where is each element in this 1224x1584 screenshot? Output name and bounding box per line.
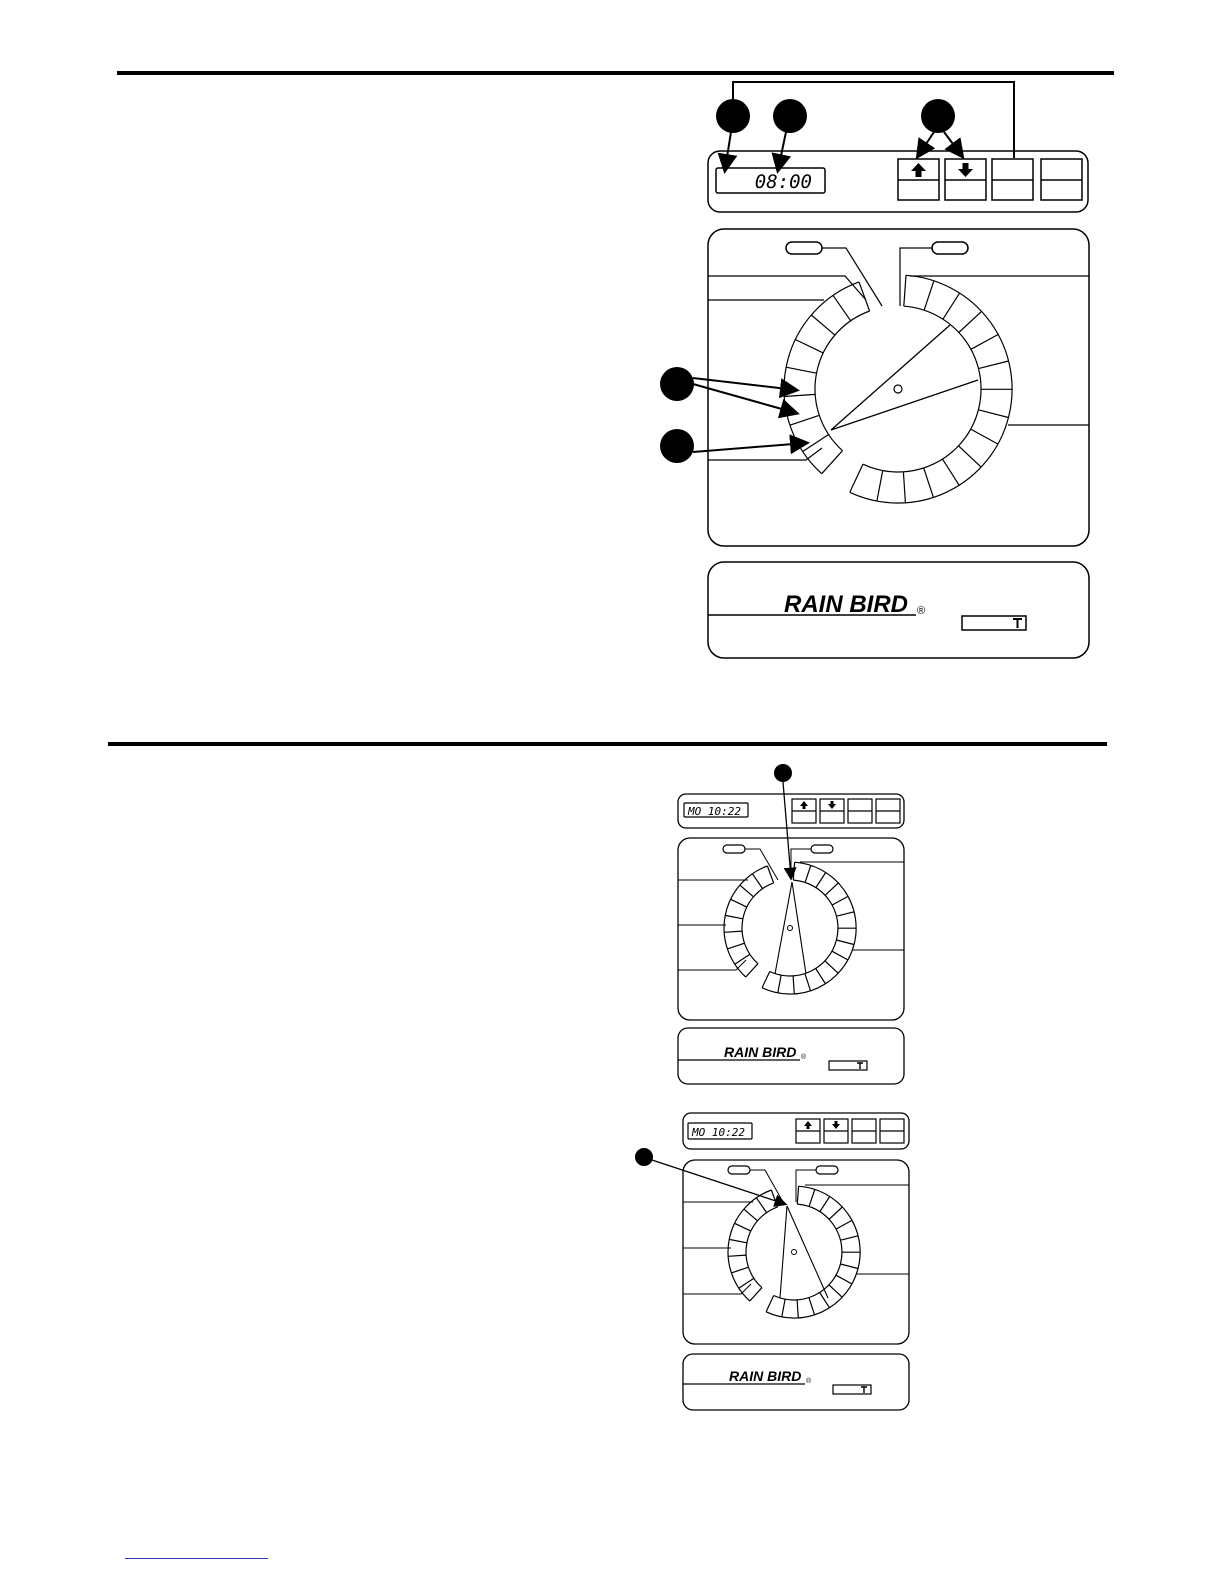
dial-center <box>788 926 793 931</box>
program-button[interactable] <box>852 1119 876 1143</box>
callout-marker <box>774 764 792 782</box>
arrow-down-icon <box>832 1121 840 1129</box>
callout-marker <box>635 1148 653 1166</box>
arrow-up-icon <box>800 801 808 809</box>
program-button[interactable] <box>848 799 872 823</box>
dial-segment-ring <box>766 1186 860 1318</box>
arrow-down-icon <box>828 801 836 809</box>
down-button[interactable] <box>820 799 844 823</box>
rain-delay-button[interactable] <box>880 1119 904 1143</box>
dial-segment-ring <box>762 862 856 994</box>
dial-pointer <box>775 882 792 974</box>
dial-pointer <box>787 1206 828 1298</box>
dial-center <box>792 1250 797 1255</box>
registered-mark: ® <box>806 1378 812 1385</box>
registered-mark: ® <box>917 605 926 617</box>
brand-logo: RAIN BIRD <box>724 1044 797 1060</box>
dial-pointer <box>792 882 806 974</box>
up-button[interactable] <box>792 799 816 823</box>
dial-pointer <box>780 1206 787 1298</box>
lcd-time: MO 10:22 <box>692 1126 745 1139</box>
dial-segment-ring <box>724 866 774 977</box>
arrow-up-icon <box>804 1121 812 1129</box>
brand-logo: RAIN BIRD <box>784 591 908 618</box>
up-button[interactable] <box>796 1119 820 1143</box>
program-dial[interactable] <box>724 862 856 994</box>
brand-logo: RAIN BIRD <box>729 1368 802 1384</box>
lcd-time: 08:00 <box>754 171 812 193</box>
program-dial[interactable] <box>728 1186 860 1318</box>
registered-mark: ® <box>801 1054 807 1061</box>
dial-segment-ring <box>728 1190 778 1301</box>
footer-link-underline[interactable] <box>125 1558 268 1559</box>
down-button[interactable] <box>824 1119 848 1143</box>
rain-delay-button[interactable] <box>876 799 900 823</box>
lcd-time: MO 10:22 <box>688 805 741 818</box>
